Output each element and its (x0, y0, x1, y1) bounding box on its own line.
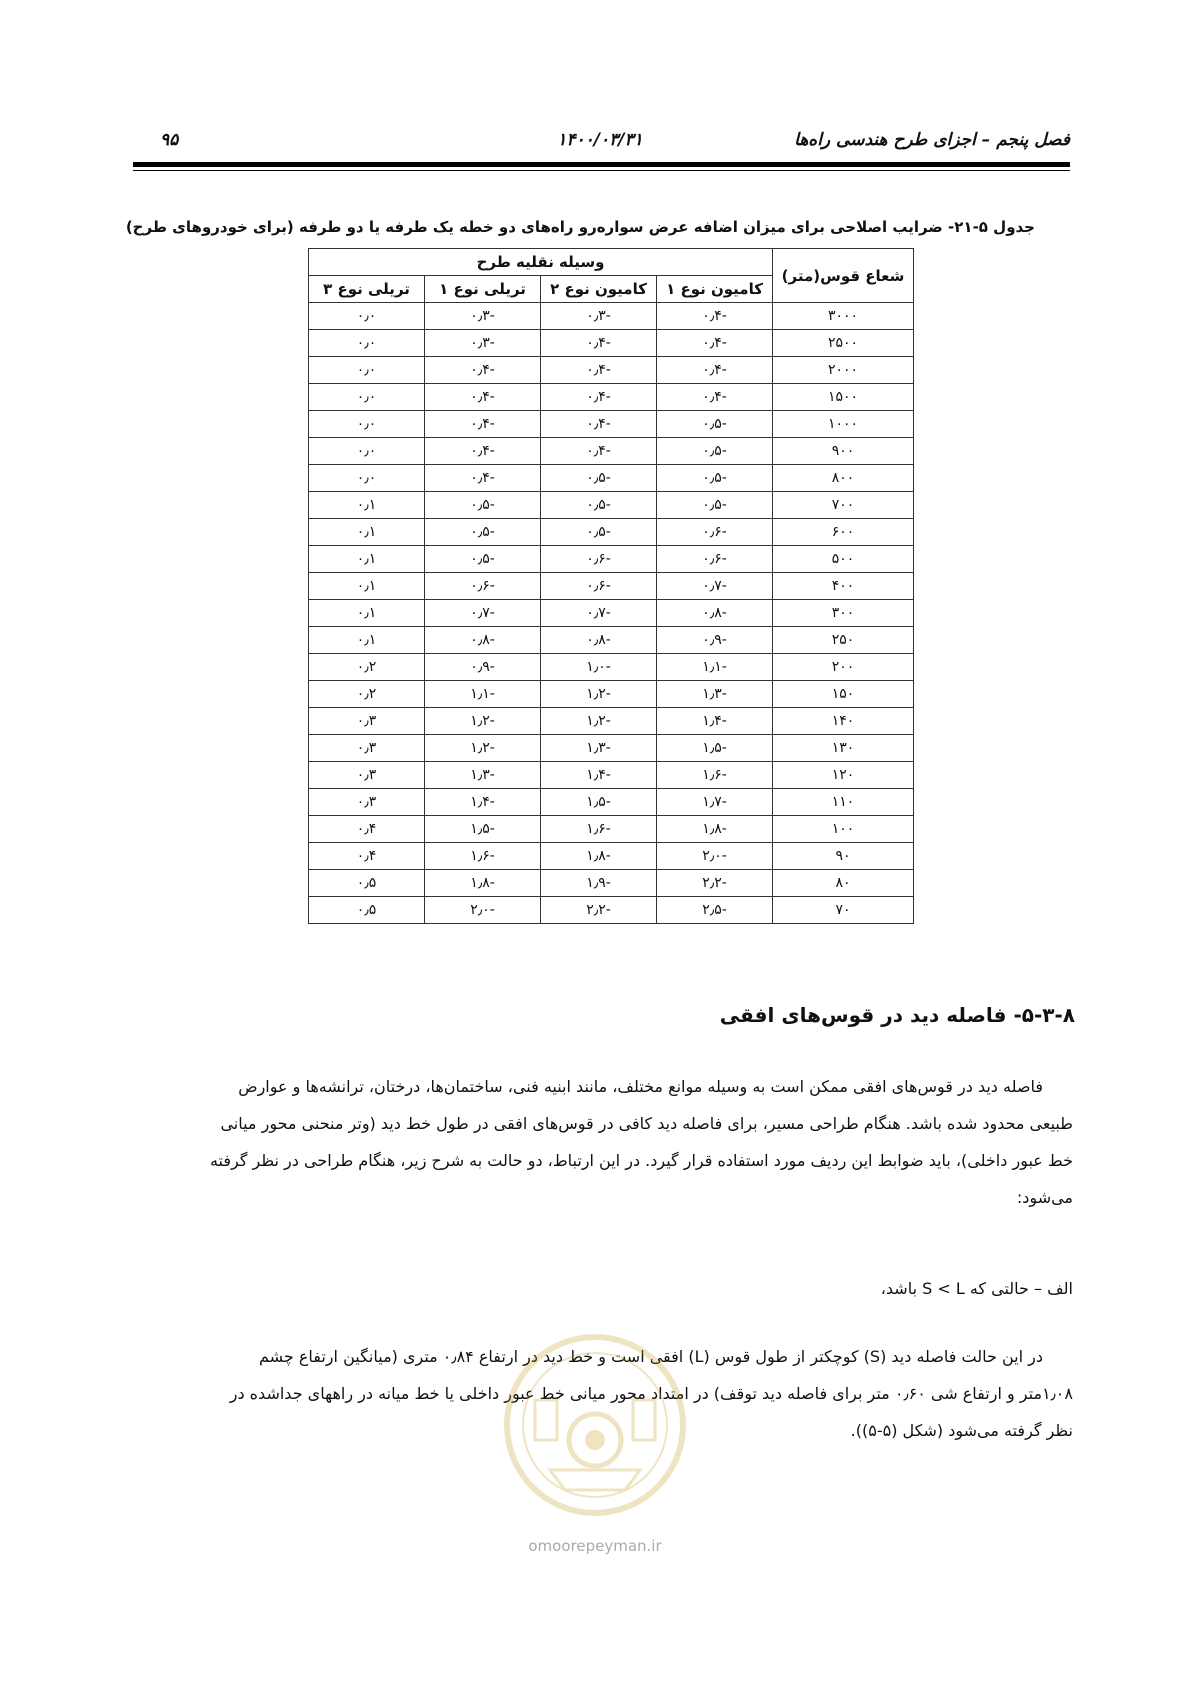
table-row (309, 438, 914, 465)
factor-cell: -۱٫۵ (657, 735, 773, 762)
factor-cell: ۰٫۳ (309, 735, 425, 762)
factor-cell: ۰٫۰ (309, 303, 425, 330)
radius-cell: ۳۰۰۰ (773, 303, 914, 330)
paragraph-line: نظر گرفته می‌شود (شکل (۵-۵)). (850, 1421, 1073, 1440)
watermark-text: omoorepeyman.ir (528, 1537, 662, 1555)
radius-cell: ۱۰۰۰ (773, 411, 914, 438)
factor-cell: -۱٫۳ (425, 762, 541, 789)
header-date: ۱۴۰۰/۰۳/۳۱ (557, 130, 643, 150)
table-row (309, 303, 914, 330)
factor-cell: -۱٫۴ (425, 789, 541, 816)
factor-cell: ۰٫۵ (309, 870, 425, 897)
factor-cell: -۰٫۶ (657, 546, 773, 573)
factor-cell: -۰٫۴ (425, 357, 541, 384)
factor-cell: -۰٫۵ (425, 492, 541, 519)
factor-cell: -۰٫۴ (425, 465, 541, 492)
factor-cell: ۰٫۱ (309, 519, 425, 546)
factor-cell: -۱٫۰ (541, 654, 657, 681)
factor-cell: -۰٫۸ (425, 627, 541, 654)
radius-cell: ۱۰۰ (773, 816, 914, 843)
table-row (309, 735, 914, 762)
factor-cell: ۰٫۰ (309, 465, 425, 492)
factor-cell: ۰٫۱ (309, 492, 425, 519)
factor-cell: ۰٫۴ (309, 816, 425, 843)
header-rule-thin (133, 170, 1070, 171)
radius-cell: ۶۰۰ (773, 519, 914, 546)
factor-cell: -۱٫۱ (425, 681, 541, 708)
factor-cell: ۰٫۵ (309, 897, 425, 924)
factor-cell: -۱٫۷ (657, 789, 773, 816)
factor-cell: -۱٫۳ (541, 735, 657, 762)
radius-cell: ۱۱۰ (773, 789, 914, 816)
factor-cell: -۰٫۳ (425, 303, 541, 330)
factor-cell: -۰٫۵ (541, 519, 657, 546)
radius-cell: ۱۵۰ (773, 681, 914, 708)
radius-cell: ۲۵۰ (773, 627, 914, 654)
radius-cell: ۱۲۰ (773, 762, 914, 789)
factor-cell: ۰٫۳ (309, 762, 425, 789)
factor-cell: -۱٫۲ (425, 708, 541, 735)
factor-cell: -۰٫۷ (541, 600, 657, 627)
factor-cell: -۰٫۳ (425, 330, 541, 357)
vehicle-header: کامیون نوع ۱ (657, 276, 773, 303)
paragraph-line: می‌شود: (1016, 1188, 1073, 1207)
factor-cell: -۰٫۸ (541, 627, 657, 654)
paragraph-line: خط عبور داخلی)، باید ضوابط این ردیف مورد استفاده قرار گیرد. در این ارتباط، دو حالت به شرح زیر، هنگام طراحی در نظر گرفته (209, 1151, 1073, 1170)
radius-cell: ۱۵۰۰ (773, 384, 914, 411)
factor-cell: ۰٫۱ (309, 600, 425, 627)
factor-cell: -۱٫۲ (541, 681, 657, 708)
factor-cell: -۰٫۶ (425, 573, 541, 600)
radius-header: شعاع قوس(متر) (773, 249, 914, 303)
factor-cell: -۰٫۷ (425, 600, 541, 627)
table-caption: جدول ۵-۲۱- ضرایب اصلاحی برای میزان اضافه عرض سواره‌رو راه‌های دو خطه یک طرفه یا دو طرفه (برای خودروهای طرح) (125, 218, 1035, 236)
factor-cell: -۱٫۲ (425, 735, 541, 762)
factor-cell: -۰٫۴ (541, 357, 657, 384)
table-row (309, 681, 914, 708)
section-heading: ۵-۳-۸- فاصله دید در قوس‌های افقی (719, 1003, 1075, 1027)
factor-cell: -۰٫۵ (541, 465, 657, 492)
paragraph-line: فاصله دید در قوس‌های افقی ممکن است به وسیله موانع مختلف، مانند ابنیه فنی، ساختمان‌ها، درختان، ترانشه‌ها و عوارض (238, 1077, 1043, 1096)
factor-cell: -۱٫۵ (425, 816, 541, 843)
factor-cell: -۰٫۹ (657, 627, 773, 654)
table-body (309, 303, 914, 924)
radius-cell: ۱۴۰ (773, 708, 914, 735)
factor-cell: ۰٫۳ (309, 789, 425, 816)
vehicle-header: تریلی نوع ۱ (425, 276, 541, 303)
table-header-row-1 (309, 249, 914, 276)
factor-cell: -۰٫۴ (541, 330, 657, 357)
table-row (309, 762, 914, 789)
factor-cell: ۰٫۴ (309, 843, 425, 870)
radius-cell: ۷۰۰ (773, 492, 914, 519)
factor-cell: -۱٫۵ (541, 789, 657, 816)
paragraph-line: ۱٫۰۸متر و ارتفاع شی ۰٫۶۰ متر برای فاصله دید توقف) در امتداد محور میانی خط عبور داخلی یا خط میانه در راههای جداشده در (229, 1384, 1073, 1403)
table-row (309, 627, 914, 654)
header-rule-thick (133, 162, 1070, 167)
factor-cell: -۰٫۶ (657, 519, 773, 546)
chapter-title: فصل پنجم – اجزای طرح هندسی راه‌ها (794, 130, 1070, 150)
factor-cell: -۰٫۹ (425, 654, 541, 681)
vehicle-header: تریلی نوع ۳ (309, 276, 425, 303)
factor-cell: -۰٫۸ (657, 600, 773, 627)
factor-cell: -۰٫۴ (541, 411, 657, 438)
factor-cell: -۱٫۳ (657, 681, 773, 708)
factor-cell: -۱٫۹ (541, 870, 657, 897)
paragraph-line: الف – حالتی که S < L باشد، (880, 1279, 1073, 1298)
paragraph-line: در این حالت فاصله دید (S) کوچکتر از طول قوس (L) افقی است و خط دید در ارتفاع ۰٫۸۴ متری (میانگین ارتفاع چشم (258, 1347, 1043, 1366)
factor-cell: -۰٫۵ (657, 411, 773, 438)
table-row (309, 519, 914, 546)
table-row (309, 492, 914, 519)
vehicle-group-header: وسیله نقلیه طرح (309, 249, 773, 276)
factor-cell: -۱٫۴ (541, 762, 657, 789)
paragraph-line: طبیعی محدود شده باشد. هنگام طراحی مسیر، برای فاصله دید کافی در قوس‌های افقی در طول خط دید (وتر منحنی محور میانی (220, 1114, 1073, 1133)
table-row (309, 330, 914, 357)
factor-cell: -۰٫۵ (657, 465, 773, 492)
factor-cell: -۲٫۲ (541, 897, 657, 924)
radius-cell: ۲۰۰ (773, 654, 914, 681)
table-row (309, 357, 914, 384)
factor-cell: -۰٫۴ (425, 384, 541, 411)
factor-cell: -۰٫۵ (657, 438, 773, 465)
factor-cell: ۰٫۰ (309, 330, 425, 357)
factor-cell: -۱٫۸ (657, 816, 773, 843)
table-row (309, 843, 914, 870)
factor-cell: -۰٫۴ (657, 303, 773, 330)
factor-cell: ۰٫۱ (309, 573, 425, 600)
factor-cell: -۱٫۴ (657, 708, 773, 735)
radius-cell: ۹۰ (773, 843, 914, 870)
vehicle-header: کامیون نوع ۲ (541, 276, 657, 303)
radius-cell: ۵۰۰ (773, 546, 914, 573)
factor-cell: -۱٫۶ (541, 816, 657, 843)
table-row (309, 708, 914, 735)
watermark-logo-icon (495, 1330, 695, 1520)
radius-cell: ۷۰ (773, 897, 914, 924)
factor-cell: -۱٫۶ (425, 843, 541, 870)
table-row (309, 654, 914, 681)
factor-cell: -۱٫۸ (541, 843, 657, 870)
factor-cell: -۰٫۴ (657, 330, 773, 357)
factor-cell: ۰٫۲ (309, 681, 425, 708)
factor-cell: -۲٫۵ (657, 897, 773, 924)
factor-cell: -۰٫۴ (541, 438, 657, 465)
factor-cell: ۰٫۰ (309, 438, 425, 465)
factor-cell: -۰٫۵ (425, 546, 541, 573)
table-row (309, 870, 914, 897)
factor-cell: -۰٫۴ (425, 411, 541, 438)
table-row (309, 465, 914, 492)
table-row (309, 411, 914, 438)
factor-cell: -۰٫۴ (425, 438, 541, 465)
table-row (309, 789, 914, 816)
table-row (309, 897, 914, 924)
factor-cell: -۲٫۲ (657, 870, 773, 897)
radius-cell: ۹۰۰ (773, 438, 914, 465)
factor-cell: ۰٫۰ (309, 357, 425, 384)
factor-cell: ۰٫۰ (309, 384, 425, 411)
radius-cell: ۳۰۰ (773, 600, 914, 627)
factor-cell: ۰٫۲ (309, 654, 425, 681)
factor-cell: -۱٫۶ (657, 762, 773, 789)
factor-cell: -۰٫۶ (541, 546, 657, 573)
page-number: ۹۵ (160, 130, 179, 150)
factor-cell: -۰٫۴ (541, 384, 657, 411)
factor-cell: ۰٫۱ (309, 627, 425, 654)
factor-cell: -۰٫۴ (657, 357, 773, 384)
factor-cell: -۰٫۵ (425, 519, 541, 546)
factor-cell: -۰٫۳ (541, 303, 657, 330)
factor-cell: -۰٫۷ (657, 573, 773, 600)
factor-cell: -۰٫۶ (541, 573, 657, 600)
table-row (309, 384, 914, 411)
table-row (309, 573, 914, 600)
factor-cell: -۱٫۱ (657, 654, 773, 681)
table-row (309, 816, 914, 843)
factor-cell: ۰٫۱ (309, 546, 425, 573)
factor-cell: -۲٫۰ (657, 843, 773, 870)
radius-cell: ۲۵۰۰ (773, 330, 914, 357)
factor-cell: -۲٫۰ (425, 897, 541, 924)
correction-factor-table (308, 248, 914, 924)
factor-cell: ۰٫۳ (309, 708, 425, 735)
table-row (309, 546, 914, 573)
factor-cell: -۰٫۴ (657, 384, 773, 411)
radius-cell: ۸۰ (773, 870, 914, 897)
paragraph-case-a (118, 1270, 1073, 1307)
factor-cell: ۰٫۰ (309, 411, 425, 438)
page-header (130, 128, 1070, 160)
radius-cell: ۸۰۰ (773, 465, 914, 492)
table-row (309, 600, 914, 627)
factor-cell: -۱٫۸ (425, 870, 541, 897)
factor-cell: -۱٫۲ (541, 708, 657, 735)
factor-cell: -۰٫۵ (541, 492, 657, 519)
factor-cell: -۰٫۵ (657, 492, 773, 519)
radius-cell: ۲۰۰۰ (773, 357, 914, 384)
radius-cell: ۱۳۰ (773, 735, 914, 762)
radius-cell: ۴۰۰ (773, 573, 914, 600)
paragraph-sight-distance-intro (118, 1068, 1073, 1216)
